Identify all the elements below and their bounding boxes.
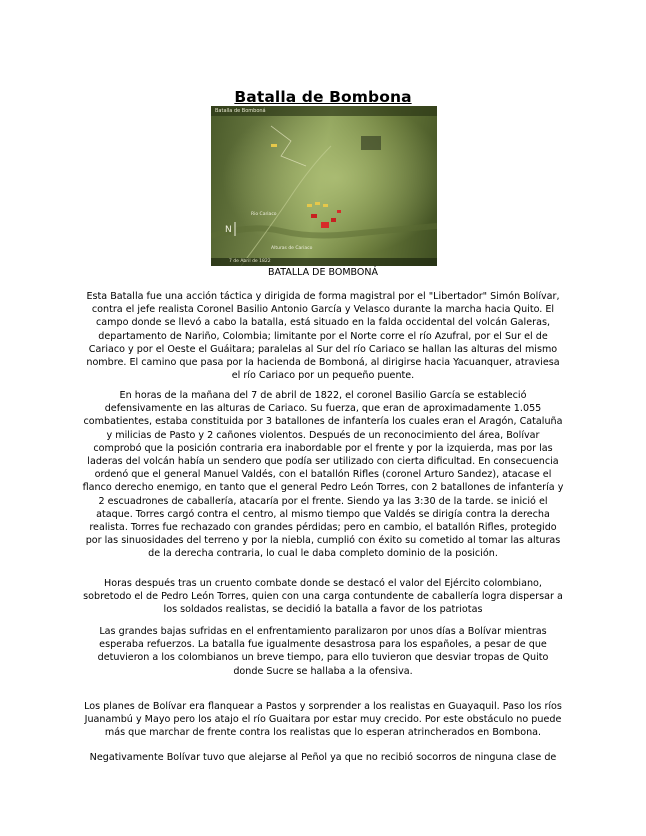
page-title: Batalla de Bombona <box>234 88 412 106</box>
paragraph-2: En horas de la mañana del 7 de abril de 1822, el coronel Basilio García se estableció defensivamente en las alturas de Cariaco. Su fuerza, que eran de aproximadamente 1.055 combatientes, estaba constituida por 3 batallones de infantería los cuales eran el Aragón, Cataluña y milicias de Pasto y 2 cañones violentos. Después de un reconocimiento del área, Bolívar comprobó que la posición contraria era inabordable por el frente y por la izquierda, mas por las laderas del volcán había un sendero que podía ser utilizado con cierta dificultad. En consecuencia ordenó que el general Manuel Valdés, con el batallón Rifles (coronel Arturo Sandez), atacase el flanco derecho enemigo, en tanto que el general Pedro León Torres, con 2 batallones de infantería y 2 escuadrones de caballería, atacaría por el frente. Siendo ya las 3:30 de la tarde. se inició el ataque. Torres cargó contra el centro, al mismo tiempo que Valdés se dirigía contra la derecha realista. Torres fue rechazado con grandes pérdidas; pero en cambio, el batallón Rifles, protegido por las sinuosidades del terreno y por la niebla, cumplió con éxito su cometido al tomar las alturas de la derecha contraria, lo cual le daba completo dominio de la posición. <box>82 390 564 560</box>
map-label-heights: Alturas de Cariaco <box>271 246 313 251</box>
paragraph-3: Horas después tras un cruento combate donde se destacó el valor del Ejército colombiano, sobretodo el de Pedro León Torres, quien con una carga contundente de caballería logra dispersar a los soldados realistas, se decidió la batalla a favor de los patriotas <box>83 578 563 616</box>
paragraph-1: Esta Batalla fue una acción táctica y dirigida de forma magistral por el "Libertador" Simón Bolívar, contra el jefe realista Coronel Basilio Antonio García y Velasco durante la marcha hacia Quito. El campo donde se llevó a cabo la batalla, está situado en la falda occidental del volcán Galeras, departamento de Nariño, Colombia; limitante por el Norte corre el río Azufral, por el Sur el de Cariaco y por el Oeste el Guáitara; paralelas al Sur del río Cariaco se hallan las alturas del mismo nombre. El camino que pasa por la hacienda de Bomboná, al dirigirse hacia Yacuanquer, atraviesa el río Cariaco por un pequeño puente. <box>86 291 560 382</box>
battle-map-image <box>211 106 437 266</box>
paragraph-6: Negativamente Bolívar tuvo que alejarse al Peñol ya que no recibió socorros de ninguna clase de <box>89 752 557 763</box>
svg-text:N: N <box>225 225 232 235</box>
map-footer-bar: 7 de Abril de 1822 <box>211 258 437 266</box>
map-caption: BATALLA DE BOMBONÁ <box>268 267 378 278</box>
map-header-bar: Batalla de Bomboná <box>211 106 437 116</box>
paragraph-4: Las grandes bajas sufridas en el enfrentamiento paralizaron por unos días a Bolívar mientras esperaba refuerzos. La batalla fue igualmente desastrosa para los españoles, a pesar de que detuvieron a los colombianos un breve tiempo, para ello tuvieron que desviar tropas de Quito donde Sucre se hallaba a la ofensiva. <box>97 626 549 677</box>
map-terrain-graphic <box>211 106 437 266</box>
paragraph-5: Los planes de Bolívar era flanquear a Pastos y sorprender a los realistas en Guayaquil. Paso los ríos Juanambú y Mayo pero los atajo el río Guaitara por estar muy crecido. Por este obstáculo no puede más que marchar de frente contra los realistas que lo esperan atrincherados en Bombona. <box>84 701 562 739</box>
map-label-river: Rio Cariaco <box>251 212 277 217</box>
